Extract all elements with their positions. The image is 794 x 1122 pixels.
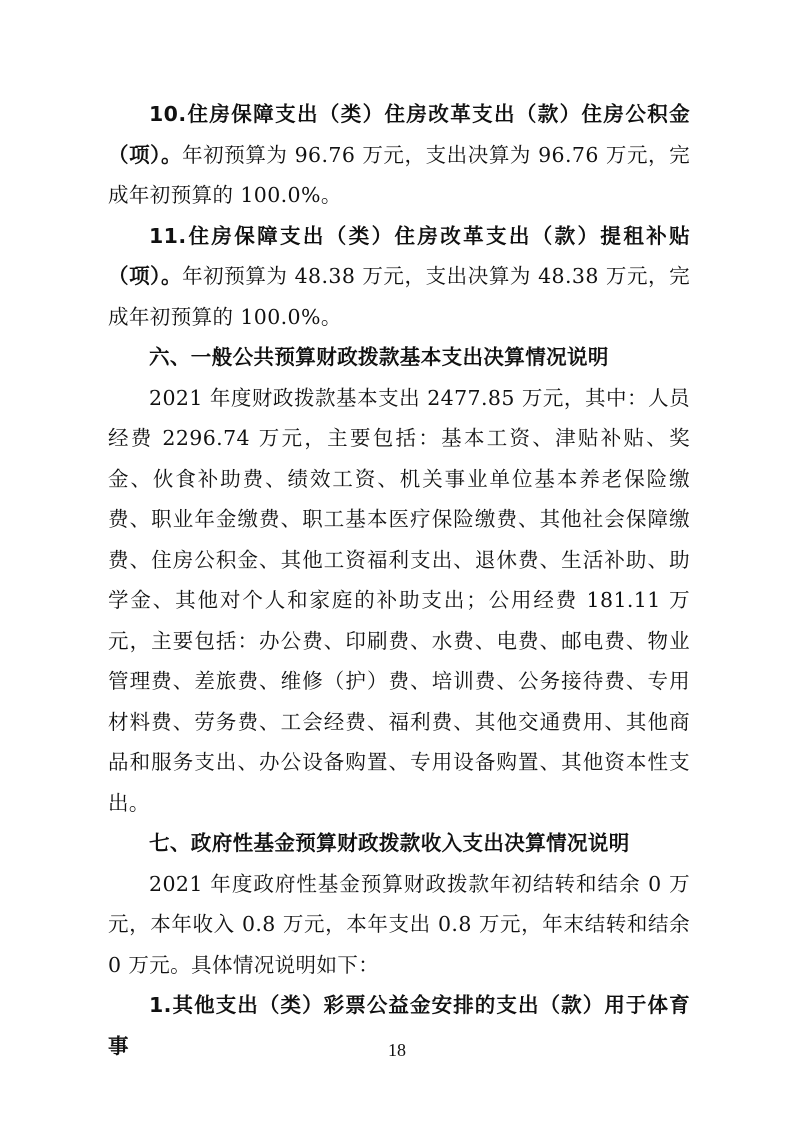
page-number: 18 <box>388 1040 406 1060</box>
item-11-text: 年初预算为 48.38 万元，支出决算为 48.38 万元，完成年初预算的 100.0%。 <box>108 264 690 329</box>
section-7-item-1: 1.其他支出（类）彩票公益金安排的支出（款）用于体育事 <box>108 993 690 1058</box>
item-10-text: 年初预算为 96.76 万元，支出决算为 96.76 万元，完成年初预算的 100.0%。 <box>108 142 690 207</box>
page-content <box>108 94 690 1066</box>
section-7-body: 2021 年度政府性基金预算财政拨款年初结转和结余 0 万元，本年收入 0.8 万元，本年支出 0.8 万元，年末结转和结余 0 万元。具体情况说明如下： <box>108 871 690 977</box>
paragraph-item-11 <box>108 216 690 338</box>
section-6-body: 2021 年度财政拨款基本支出 2477.85 万元，其中：人员经费 2296.74 万元，主要包括：基本工资、津贴补贴、奖金、伙食补助费、绩效工资、机关事业单位基本养老保险缴费、职业年金缴费、职工基本医疗保险缴费、其他社会保障缴费、住房公积金、其他工资福利支出、退休费、生活补助、助学金、其他对个人和家庭的补助支出；公用经费 181.11 万元，主要包括：办公费、印刷费、水费、电费、邮电费、物业管理费、差旅费、维修（护）费、培训费、公务接待费、专用材料费、劳务费、工会经费、福利费、其他交通费用、其他商品和服务支出、办公设备购置、专用设备购置、其他资本性支出。 <box>108 385 690 815</box>
section-7-heading: 七、政府性基金预算财政拨款收入支出决算情况说明 <box>149 831 630 855</box>
section-6-heading: 六、一般公共预算财政拨款基本支出决算情况说明 <box>149 345 609 369</box>
paragraph-item-10 <box>108 94 690 216</box>
item-10-title: 10.住房保障支出（类）住房改革支出（款）住房公积金（项）。 <box>108 102 690 167</box>
item-11-title: 11.住房保障支出（类）住房改革支出（款）提租补贴（项）。 <box>108 223 690 288</box>
